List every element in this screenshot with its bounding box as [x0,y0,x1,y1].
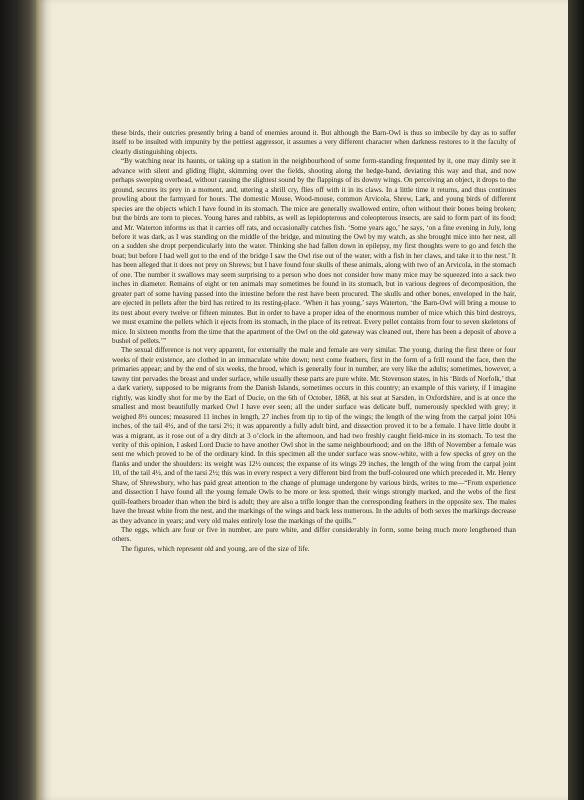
book-gutter [0,0,38,800]
page-shadow [568,0,584,800]
paragraph: these birds, their outcries presently bring a band of enemies around it. But although the Barn-Owl is thus so imbecile by day as to suffer itself to be insulted with impunity by the pettiest aggressor, it assumes a very different character when darkness restores to it the faculty of clearly distinguishing objects. [112,129,516,156]
paragraph: The sexual difference is not very apparent, for externally the male and female are very similar. The young, during the first three or four weeks of their existence, are clothed in an immaculate white down; next come feathers, first in the form of a frill round the face, then the primaries appear; and by the end of six weeks, the brood, which is generally four in number, are very like the adults; sometimes, however, a tawny tint pervades the breast and under surface, while usually these parts are pure white. Mr. Stevenson states, in his ‘Birds of Norfolk,’ that a dark variety, supposed to be migrants from the Danish Islands, sometimes occurs in this country; an example of this variety, if I imagine rightly, was kindly shot for me by the Earl of Ducie, on the 6th of October, 1868, at his seat at Sarsden, in Oxfordshire, and is at once the smallest and most beautifully marked Owl I have ever seen; all the under surface was delicate buff, numerously speckled with grey; it weighed 8½ ounces; measured 11 inches in length, 27 inches from tip to tip of the wings; the length of the wing from the carpal joint 10¼ inches, of the tail 4½, and of the tarsi 2½; it was apparently a fully adult bird, and dissection proved it to be a female. I have little doubt it was a migrant, as it rose out of a dry ditch at 3 o’clock in the afternoon, and had two freshly caught field-mice in its stomach. To test the verity of this opinion, I asked Lord Ducie to have another Owl shot in the same neighbourhood; and on the 18th of November a female was sent me which proved to be of the ordinary kind. In this specimen all the under surface was snow-white, with a few specks of grey on the flanks and under the shoulders: its weight was 12½ ounces; the expanse of its wings 29 inches, the length of the wing from the carpal joint 10, of the tail 4½, and of the tarsi 2½; this was in every respect a very different bird from the buff-coloured one which preceded it. Mr. Henry Shaw, of Shrewsbury, who has paid great attention to the change of plumage undergone by various birds, writes to me—“From experience and dissection I have found all the young female Owls to be more or less spotted, their wings strongly marked, and the webs of the first quill-feathers broader than when the bird is adult; they are also a trifle longer than the corresponding feathers in the opposite sex. The males have the breast white from the nest, and the markings of the wings and back less numerous. In the adults of both sexes the markings decrease as they advance in years; and very old males entirely lose the markings of the quills.” [112,346,516,525]
paragraph: “By watching near its haunts, or taking up a station in the neighbourhood of some form-standing frequented by it, one may dimly see it advance with silent and gliding flight, skimming over the fields, shooting along the hedge-band, deviating this way and that, and now perhaps sweeping overhead, without causing the slightest sound by the flappings of its downy wings. On perceiving an object, it drops to the ground, secures its prey in a moment, and, uttering a shrill cry, flies off with it in its claws. In a little time it returns, and thus continues prowling about the farmyard for hours. The domestic Mouse, Wood-mouse, common Arvicola, Shrew, Lark, and young birds of different species are the objects which I have found in its stomach. The mice are generally swallowed entire, often without their bones being broken; but the birds are torn to pieces. Young hares and rabbits, as well as lepidopterous and coleopterous insects, are said to form part of its food; and Mr. Waterton informs us that it carries off rats, and occasionally catches fish. ‘Some years ago,’ he says, ‘on a fine evening in July, long before it was dark, as I was standing on the middle of the bridge, and minuting the Owl by my watch, as she brought mice into her nest, all on a sudden she dropt perpendicularly into the water. Thinking she had fallen down in epilepsy, my first thoughts were to go and fetch the boat; but before I had well got to the end of the bridge I saw the Owl rise out of the water, with a fish in her claws, and take it to the nest.’ It has been alleged that it does not prey on Shrews; but I have found four skulls of these animals, along with two of an Arvicola, in the stomach of one. The number it swallows may seem surprising to a person who does not consider how many mice may be squeezed into a sack two inches in diameter. Remains of eight or ten animals may sometimes be found in its stomach, but in various degrees of decomposition, the greater part of some having passed into the intestine before the rest have been procured. The skulls and other bones, enveloped in the hair, are ejected in pellets after the bird has retired to its resting-place. ‘When it has young,’ says Waterton, ‘the Barn-Owl will bring a mouse to its nest about every twelve or fifteen minutes. But in order to have a proper idea of the enormous number of mice which this bird destroys, we must examine the pellets which it ejects from its stomach, in the place of its retreat. Every pellet contains from four to seven skeletons of mice. In sixteen months from the time that the apartment of the Owl on the old gateway was cleaned out, there has been a deposit of above a bushel of pellets.’” [112,157,516,345]
paragraph: The figures, which represent old and young, are of the size of life. [121,544,310,553]
body-text [112,129,516,554]
paragraph: The eggs, which are four or five in number, are pure white, and differ considerably in form, some being much more lengthened than others. [112,526,516,544]
